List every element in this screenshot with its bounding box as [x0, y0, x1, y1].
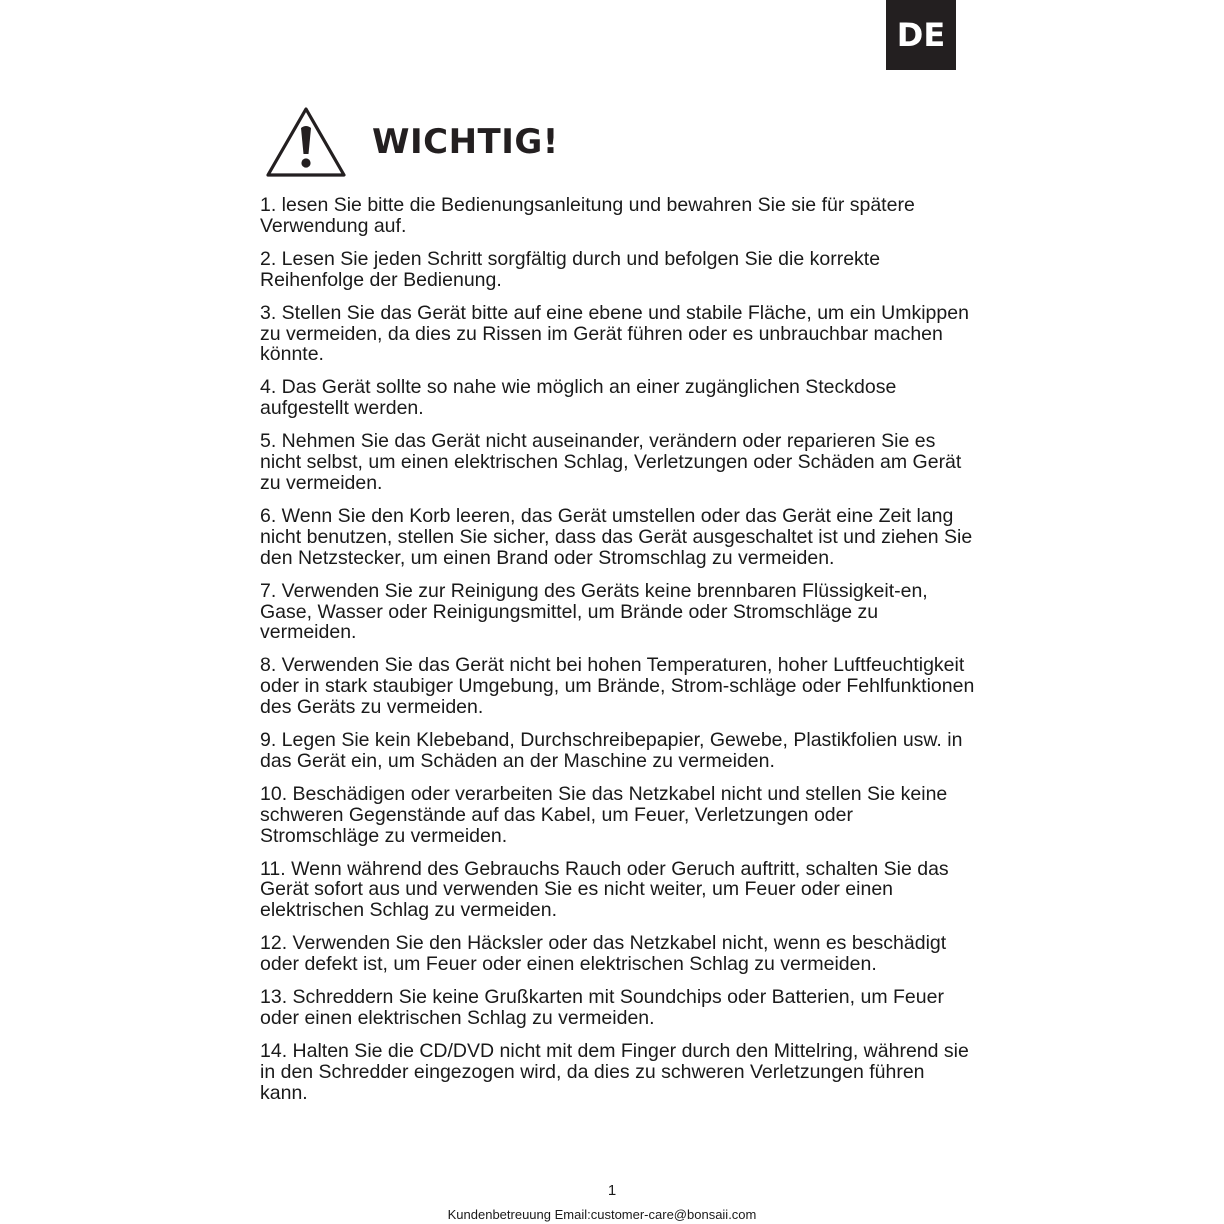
instruction-item: 2. Lesen Sie jeden Schritt sorgfältig durch und befolgen Sie die korrekte Reihenfolge der Bedienung.	[260, 247, 881, 291]
instruction-item: 13. Schreddern Sie keine Grußkarten mit Soundchips oder Batterien, um Feuer oder einen elektrischen Schlag zu vermeiden.	[260, 986, 944, 1030]
instruction-item: 3. Stellen Sie das Gerät bitte auf eine ebene und stabile Fläche, um ein Umkippen zu vermeiden, da dies zu Rissen im Gerät führen oder es unbrauchbar machen könnte.	[260, 301, 969, 366]
page-number: 1	[607, 1182, 617, 1199]
instruction-item: 6. Wenn Sie den Korb leeren, das Gerät umstellen oder das Gerät eine Zeit lang nicht benutzen, stellen Sie sicher, dass das Gerät ausgeschaltet ist und ziehen Sie den Netzstecker, um einen Brand oder Stromschlag zu vermeiden.	[260, 505, 973, 569]
instruction-item: 4. Das Gerät sollte so nahe wie möglich an einer zugänglichen Steckdose aufgestellt werden.	[260, 376, 897, 420]
footer-contact: Kundenbetreuung Email:customer-care@bonsaii.com	[447, 1207, 757, 1222]
heading-title: WICHTIG!	[372, 122, 559, 162]
instruction-item: 7. Verwenden Sie zur Reinigung des Geräts keine brennbaren Flüssigkeit-en, Gase, Wasser oder Reinigungsmittel, um Brände oder Stromschläge zu vermeiden.	[260, 579, 928, 644]
language-tab: DE	[886, 0, 956, 70]
instruction-item: 12. Verwenden Sie den Häcksler oder das Netzkabel nicht, wenn es beschädigt oder defekt ist, um Feuer oder einen elektrischen Schlag zu vermeiden.	[260, 932, 947, 976]
warning-triangle-icon	[264, 104, 348, 180]
instruction-item: 9. Legen Sie kein Klebeband, Durchschreibepapier, Gewebe, Plastikfolien usw. in das Gerät ein, um Schäden an der Maschine zu vermeiden.	[260, 729, 963, 772]
instruction-item: 5. Nehmen Sie das Gerät nicht auseinander, verändern oder reparieren Sie es nicht selbst, um einen elektrischen Schlag, Verletzungen oder Schäden am Gerät zu vermeiden.	[260, 430, 962, 494]
instruction-item: 11. Wenn während des Gebrauchs Rauch oder Geruch auftritt, schalten Sie das Gerät sofort aus und verwenden Sie es nicht weiter, um Feuer oder einen elektrischen Schlag zu vermeiden.	[260, 857, 949, 922]
instruction-item: 8. Verwenden Sie das Gerät nicht bei hohen Temperaturen, hoher Luftfeuchtigkeit oder in stark staubiger Umgebung, um Brände, Strom-schläge oder Fehlfunktionen des Geräts zu vermeiden.	[260, 654, 975, 719]
instruction-item: 10. Beschädigen oder verarbeiten Sie das Netzkabel nicht und stellen Sie keine schweren Gegenstände auf das Kabel, um Feuer, Verletzungen oder Stromschläge zu vermeiden.	[260, 783, 948, 847]
instruction-item: 1. lesen Sie bitte die Bedienungsanleitung und bewahren Sie sie für spätere Verwendung auf.	[260, 194, 915, 237]
warning-heading	[264, 104, 559, 180]
safety-instructions-list	[260, 195, 975, 1116]
instruction-item: 14. Halten Sie die CD/DVD nicht mit dem Finger durch den Mittelring, während sie in den Schredder eingezogen wird, da dies zu schweren Verletzungen führen kann.	[260, 1040, 969, 1104]
